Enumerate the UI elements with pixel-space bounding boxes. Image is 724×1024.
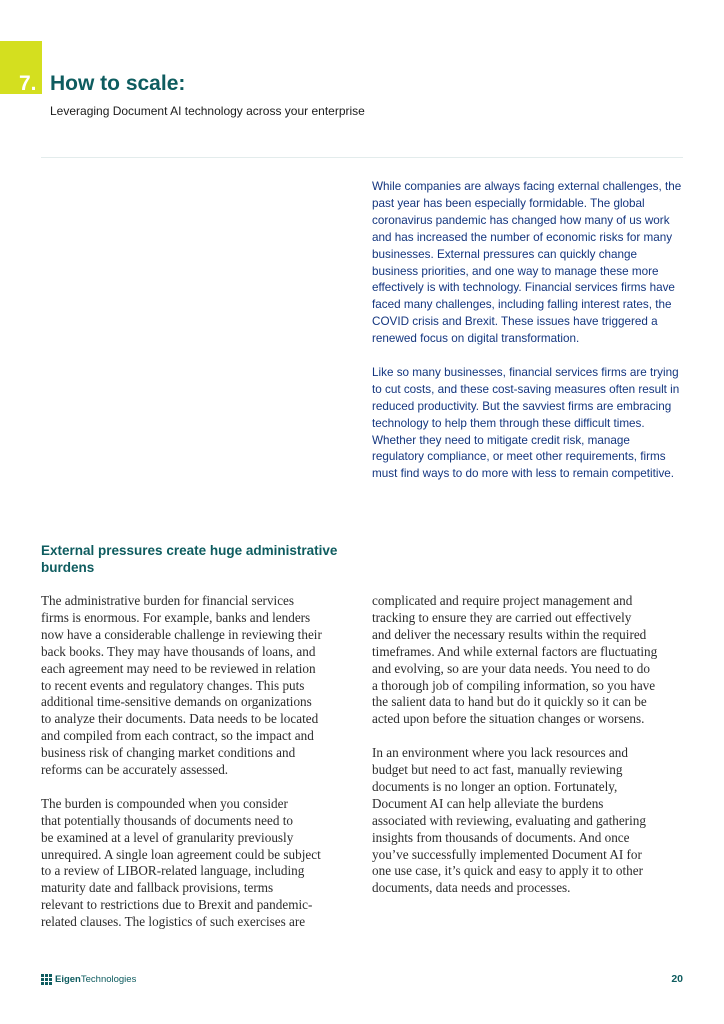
intro-paragraph: While companies are always facing external challenges, the past year has been especially formidable. The global coronavirus pandemic has changed how many of us work and has increased the number of economic risks for many businesses. External pressures can quickly change business priorities, and one way to manage these more effectively is with technology. Financial services firms have faced many challenges, including falling interest rates, the COVID crisis and Brexit. These issues have triggered a renewed focus on digital transformation. [372,180,682,346]
body-paragraph [372,593,685,728]
text-line: documents, data needs and processes. [372,880,571,896]
text-line: now have a considerable challenge in reviewing their [41,626,322,642]
body-paragraph [41,593,351,779]
text-line: insights from thousands of documents. And once [372,829,630,845]
body-paragraph [41,796,351,931]
page-title: How to scale: [50,72,186,95]
text-line: that potentially thousands of documents need to [41,812,293,828]
text-line: to a review of LIBOR-related language, including [41,863,305,879]
text-line: and evolving, so are your data needs. You need to do [372,660,650,676]
section-number: 7. [19,72,37,95]
page-number: 20 [671,973,683,985]
text-line: reforms can be accurately assessed. [41,762,229,778]
page-subtitle: Leveraging Document AI technology across your enterprise [50,104,365,118]
text-line: maturity date and fallback provisions, terms [41,880,274,896]
text-line: acted upon before the situation changes or worsens. [372,711,645,727]
text-line: a thorough job of compiling information, so you have [372,677,656,693]
text-line: The administrative burden for financial services [41,593,295,608]
text-line: back books. They may have thousands of loans, and [41,643,316,659]
body-column-right [372,593,685,914]
text-line: In an environment where you lack resources and [372,745,628,761]
logo-wordmark-bold: Eigen [55,973,81,985]
logo-wordmark [55,974,136,985]
intro-paragraph: Like so many businesses, financial services firms are trying to cut costs, and these cost-saving measures often result in reduced productivity. But the savviest firms are embracing technology to help them through these difficult times. Whether they need to mitigate credit risk, manage regulatory compliance, or meet other requirements, firms must find ways to do more with less to remain competitive. [372,365,680,481]
eigen-logo [41,973,136,985]
text-line: the salient data to hand but do it quickly so it can be [372,694,647,710]
text-line: and deliver the necessary results within the required [372,626,647,642]
text-line: Document AI can help alleviate the burdens [372,795,604,811]
text-line: budget but need to act fast, manually reviewing [372,762,623,778]
body-paragraph [372,745,685,897]
header-divider [41,157,683,158]
intro-text [372,179,685,483]
body-column-left [41,593,351,948]
text-line: The burden is compounded when you consider [41,795,288,811]
text-line: firms is enormous. For example, banks and lenders [41,609,311,625]
text-line: relevant to restrictions due to Brexit and pandemic- [41,897,313,913]
text-line: to recent events and regulatory changes. This puts [41,677,305,693]
text-line: each agreement may need to be reviewed in relation [41,660,316,676]
text-line: to analyze their documents. Data needs to be located [41,711,319,727]
text-line: you’ve successfully implemented Document AI for [372,846,642,862]
text-line: additional time-sensitive demands on organizations [41,694,312,710]
text-line: related clauses. The logistics of such exercises are [41,914,306,930]
text-line: one use case, it’s quick and easy to apply it to other [372,863,644,879]
text-line: business risk of changing market conditions and [41,745,296,761]
text-line: tracking to ensure they are carried out effectively [372,609,632,625]
text-line: documents is no longer an option. Fortunately, [372,778,618,794]
logo-grid-icon [41,974,52,985]
text-line: unrequired. A single loan agreement could be subject [41,846,321,862]
logo-wordmark-regular: Technologies [80,973,137,985]
text-line: be examined at a level of granularity previously [41,829,294,845]
text-line: associated with reviewing, evaluating and gathering [372,812,646,828]
text-line: and compiled from each contract, so the impact and [41,728,314,744]
section-heading: External pressures create huge administrative burdens [41,543,338,575]
text-line: complicated and require project management and [372,593,633,608]
text-line: timeframes. And while external factors are fluctuating [372,643,658,659]
